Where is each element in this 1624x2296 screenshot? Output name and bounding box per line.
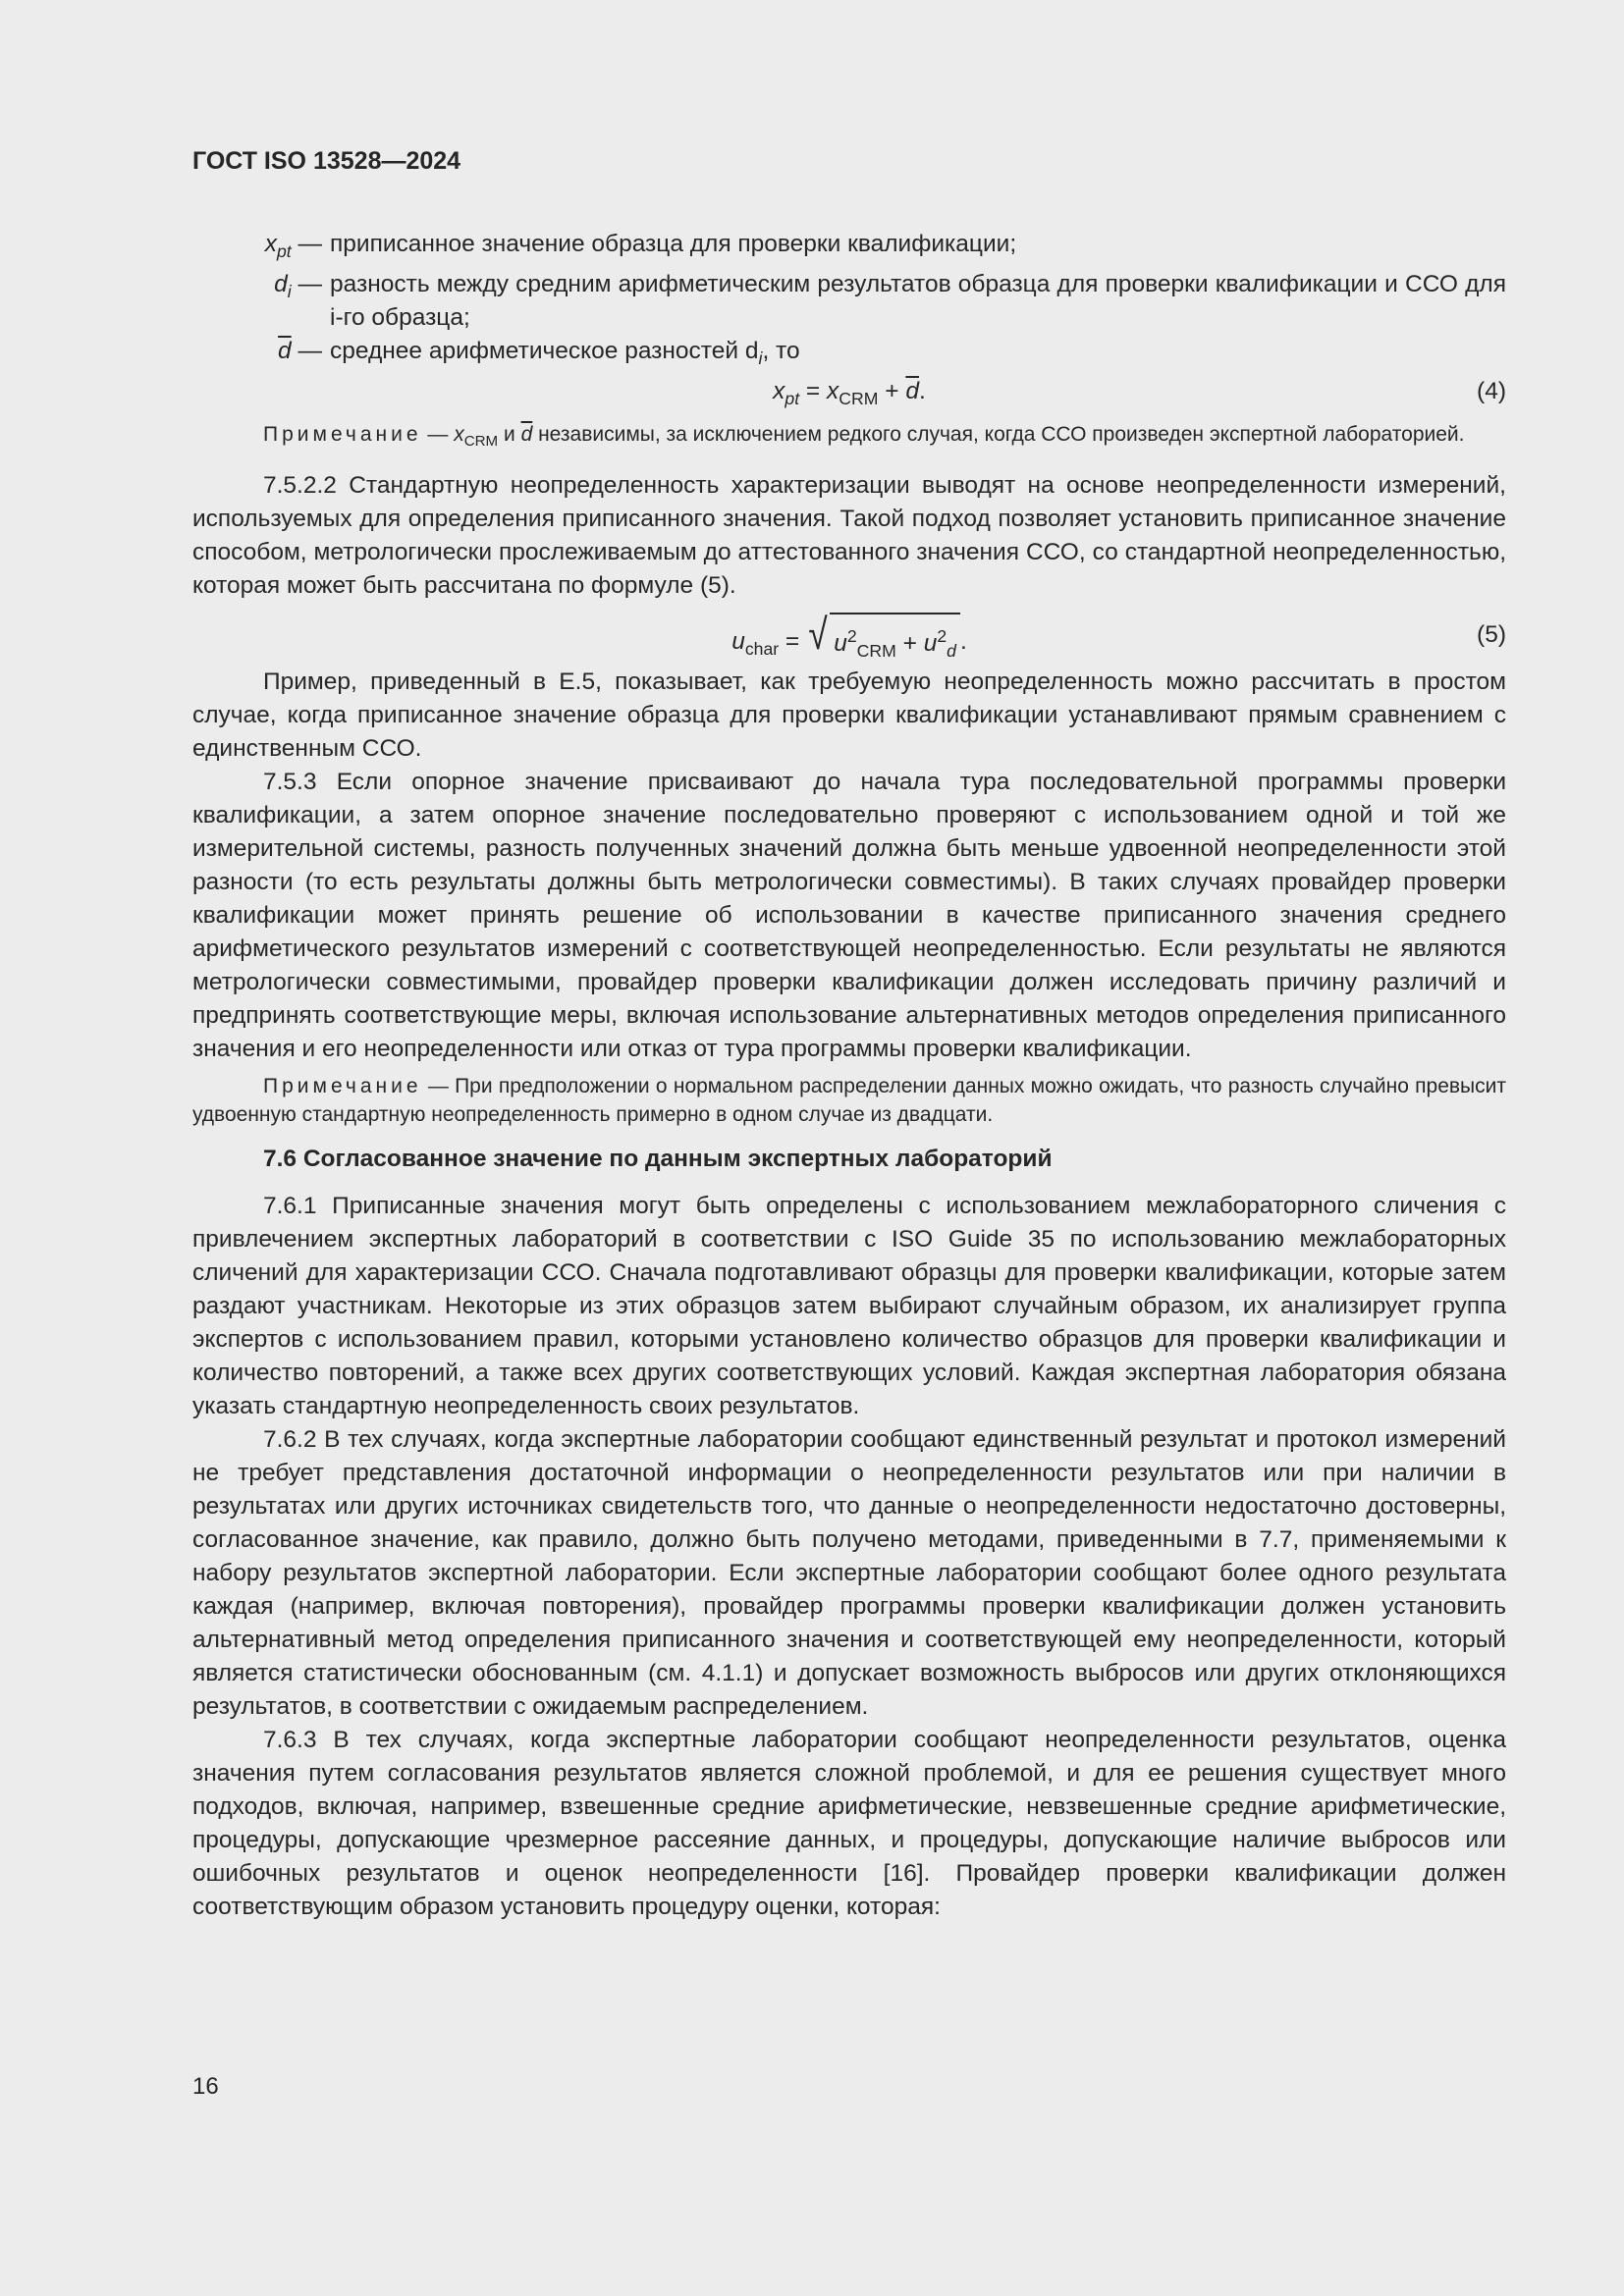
legend-symbol: x xyxy=(264,231,277,257)
document-body xyxy=(192,228,1506,1924)
paragraph-7-6-1: 7.6.1 Приписанные значения могут быть определены с использованием межлабораторного сличения с привлечением экспертных лабораторий в соответствии с ISO Guide 35 по использованию межлабораторных сличений для характеризации ССО. Сначала подготавливают образцы для проверки квалификации, которые затем раздают участникам. Некоторые из этих образцов затем выбирают случайным образом, их анализирует группа экспертов с использованием правил, которыми установлено количество образцов для проверки квалификации и количество повторений, а также всех других соответствующих условий. Каждая экспертная лаборатория обязана указать стандартную неопределенность своих результатов. xyxy=(192,1192,1506,1419)
section-heading-7-6: 7.6 Согласованное значение по данным экспертных лабораторий xyxy=(263,1145,1053,1172)
note-1: Примечание — $x_{CRM}$ и $\overline{d}$ независимы, за исключением редкого случая, когда ССО произведен экспертной лабораторией. xyxy=(263,422,1465,450)
paragraph-7-6-2: 7.6.2 В тех случаях, когда экспертные лаборатории сообщают единственный результат и протокол измерений не требует представления достаточной информации о неопределенности результатов или при наличии в результатах или других источниках свидетельств того, что данные о неопределенности недостаточно достоверны, согласованное значение, как правило, должно быть получено методами, приведенными в 7.7, применяемыми к набору результатов экспертной лаборатории. Если экспертные лаборатории сообщают более одного результата каждая (например, включая повторения), провайдер программы проверки квалификации должен установить альтернативный метод определения приписанного значения и соответствующей ему неопределенности, который является статистически обоснованным (см. 4.1.1) и допускает возможность выбросов или других отклоняющихся результатов, в соответствии с ожидаемым распределением. xyxy=(192,1425,1506,1720)
document-header: ГОСТ ISO 13528—2024 xyxy=(192,147,461,175)
note-label: Примечание xyxy=(263,1074,422,1097)
note-label: Примечание xyxy=(263,422,422,446)
formula-4: $x_{pt} = x_{CRM} + \overline{d}$. (4) xyxy=(192,375,1506,414)
note-2: Примечание — При предположении о нормальном распределении данных можно ожидать, что разность случайно превысит удвоенную стандартную неопределенность примерно в одном случае из двадцати. xyxy=(192,1074,1507,1126)
paragraph-7-5-2-2: 7.5.2.2 Стандартную неопределенность характеризации выводят на основе неопределенности измерений, используемых для определения приписанного значения. Такой подход позволяет установить приписанное значение способом, метрологически прослеживаемым до аттестованного значения ССО, со стандартной неопределенностью, которая может быть рассчитана по формуле (5). xyxy=(192,471,1506,599)
legend-row: $d_i$ — разность между средним арифметическим результатов образца для проверки квалификации и ССО для i-го образца; xyxy=(192,268,1506,335)
paragraph-7-6-3: 7.6.3 В тех случаях, когда экспертные лаборатории сообщают неопределенности результатов, оценка значения путем согласования результатов является сложной проблемой, и для ее решения существует много подходов, включая, например, взвешенные средние арифметические, невзвешенные средние арифметические, процедуры, допускающие чрезмерное рассеяние данных, и процедуры, допускающие наличие выбросов или ошибочных результатов и оценок неопределенности [16]. Провайдер проверки квалификации должен соответствующим образом установить процедуру оценки, которая: xyxy=(192,1726,1506,1920)
formula-5: $u_{char}$ = √ $u^2_{CRM} + u^2_d$ . (5) xyxy=(192,607,1506,662)
legend-symbol: $\overline{d}$ xyxy=(278,337,292,364)
legend-description: среднее арифметическое разностей d xyxy=(330,337,759,364)
paragraph-example: Пример, приведенный в Е.5, показывает, как требуемую неопределенность можно рассчитать в простом случае, когда приписанное значение образца для проверки квалификации устанавливают прямым сравнением с единственным ССО. xyxy=(192,667,1506,762)
paragraph-7-5-3: 7.5.3 Если опорное значение присваивают до начала тура последовательной программы проверки квалификации, а затем опорное значение последовательно проверяют с использованием одной и той же измерительной системы, разность полученных значений должна быть меньше удвоенной неопределенности этой разности (то есть результаты должны быть метрологически совместимы). В таких случаях провайдер проверки квалификации может принять решение об использовании в качестве приписанного значения среднего арифметического результатов измерений с соответствующей неопределенностью. Если результаты не являются метрологически совместимыми, провайдер проверки квалификации должен исследовать причину различий и предпринять соответствующие меры, включая использование альтернативных методов определения приписанного значения и его неопределенности или отказ от тура программы проверки квалификации. xyxy=(192,768,1506,1062)
legend-symbol: d xyxy=(274,270,288,297)
page-number: 16 xyxy=(192,2073,219,2100)
legend-description: разность между средним арифметическим результатов образца для проверки квалификации и ССО для i-го образца; xyxy=(330,270,1506,331)
legend-row: $\overline{d}$ — среднее арифметическое разностей $d_i$, то xyxy=(278,337,800,368)
symbol-legend xyxy=(192,228,1506,375)
legend-row: $x_{pt}$ — приписанное значение образца для проверки квалификации; xyxy=(192,228,1506,268)
legend-description: приписанное значение образца для проверки квалификации; xyxy=(330,231,1017,257)
formula-number: (4) xyxy=(1477,377,1506,404)
square-root-sign: √ $u^2_{CRM} + u^2_d$ xyxy=(806,613,960,672)
formula-number: (5) xyxy=(1477,620,1506,648)
